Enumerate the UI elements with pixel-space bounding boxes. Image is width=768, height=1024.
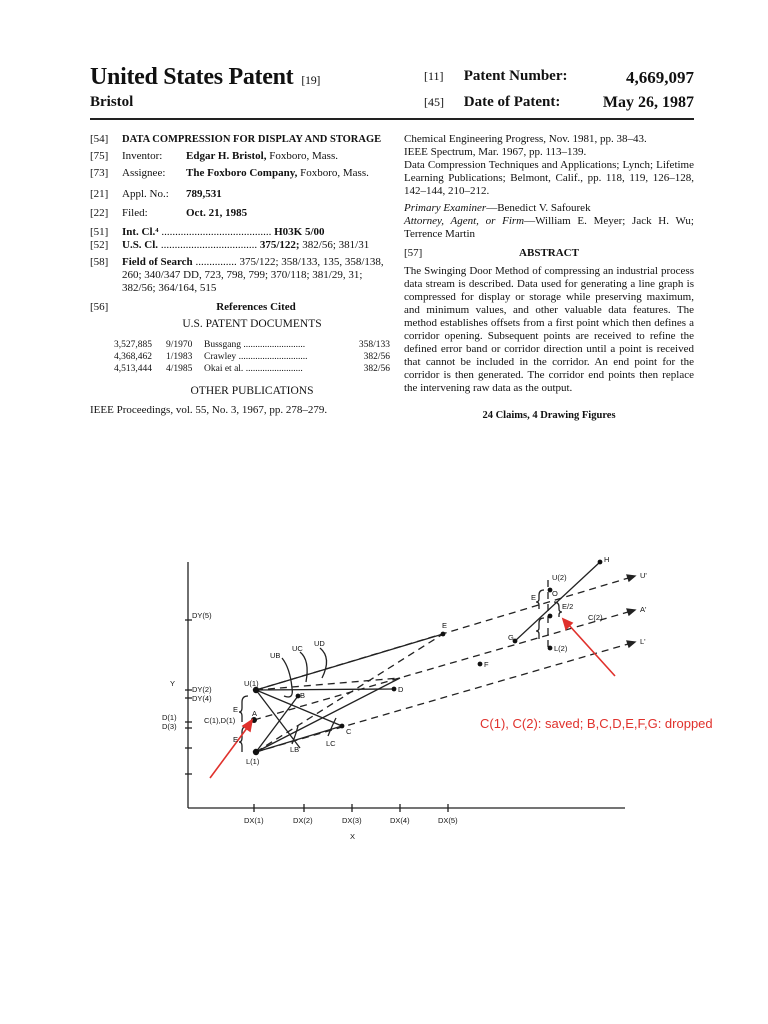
abstract-heading: ABSTRACT — [519, 247, 579, 259]
filed-date: Oct. 21, 1985 — [186, 207, 248, 219]
attorney-name: —William E. Meyer; Jack H. Wu; Terrence Martin — [404, 215, 694, 240]
patent-number: 4,669,097 — [626, 68, 694, 87]
int-cl: H03K 5/00 — [274, 226, 325, 238]
label-c: C — [346, 727, 352, 736]
references-list — [114, 339, 390, 375]
label-u2: U(2) — [552, 573, 567, 582]
inventor-surname: Bristol — [90, 94, 134, 110]
label-a-line: A' — [640, 605, 647, 614]
abstract-heading-row: [57] ABSTRACT — [404, 247, 694, 260]
label-ub: UB — [270, 651, 281, 660]
patent-number-label: Patent Number: — [463, 68, 568, 84]
label-u1: U(1) — [244, 679, 259, 688]
other-pubs-heading: OTHER PUBLICATIONS — [190, 385, 314, 397]
inventor-name: Edgar H. Bristol, — [186, 150, 267, 162]
field-21: [21] Appl. No.: 789,531 — [90, 188, 390, 201]
label-l2: L(2) — [554, 644, 568, 653]
label-e-brace: E — [233, 705, 239, 714]
y-tick-label: DY(4) — [192, 694, 212, 703]
x-tick-label: DX(1) — [244, 816, 264, 825]
y-tick-label: D(3) — [162, 722, 177, 731]
invention-title: DATA COMPRESSION FOR DISPLAY AND STORAGE — [122, 134, 382, 145]
patent-title: United States Patent [19] — [90, 64, 321, 90]
examiner-name: —Benedict V. Safourek — [486, 202, 591, 214]
pub-4: Data Compression Techniques and Applications; Lynch; Lifetime Learning Publications; Belmont, Calif., pp. 118, 119, 126–128, 142–144, 210–212. — [404, 159, 694, 197]
label-g: G — [508, 633, 514, 642]
us-cl: 375/122; — [259, 239, 300, 251]
label-u-line: U' — [640, 571, 647, 580]
other-pub-1: IEEE Proceedings, vol. 55, No. 3, 1967, pp. 278–279. — [90, 404, 328, 416]
reference-row: 3,527,885 9/1970 Bussgang .......................... 358/133 — [114, 340, 390, 350]
x-tick-label: DX(2) — [293, 816, 313, 825]
reference-row: 4,368,462 1/1983 Crawley ............................. 382/56 — [114, 352, 390, 362]
x-tick-label: DX(5) — [438, 816, 458, 825]
header-rule — [90, 118, 694, 120]
label-e-point: E — [442, 621, 448, 630]
label-ud: UD — [314, 639, 325, 648]
label-lb: LB — [290, 745, 300, 754]
field-of-search: 375/122; 358/133, 135, 358/138, 260; 340/347 DD, 723, 798, 799; 370/118; 381/29, 31; 382/56; 364/164, 515 — [122, 256, 384, 294]
examiner-label: Primary Examiner — [404, 202, 487, 214]
reference-row: 4,513,444 4/1985 Okai et al. ........................ 382/56 — [114, 364, 390, 374]
attorney-label: Attorney, Agent, or Firm — [404, 215, 525, 227]
x-axis-label: X — [350, 832, 356, 841]
references-cited-heading: References Cited — [216, 301, 296, 313]
abstract-text: The Swinging Door Method of compressing an industrial process data stream is described. Data used for generating a line graph is compressed for display or storage while preserving maximum, and minimum values, and other valuable data features. The method establishes offsets from a first point which then defines a corridor opening. Subsequent points are received to refine the defined error band or corridor direction until a point is received that cannot be included in the corridor. An end point for the corridor is then generated. The corridor end points then replace the intervening raw data as the output. — [404, 265, 694, 394]
field-54: [54] DATA COMPRESSION FOR DISPLAY AND STORAGE — [90, 133, 390, 146]
assignee-name: The Foxboro Company, — [186, 167, 298, 179]
label-f: F — [484, 660, 489, 669]
field-52: [52] U.S. Cl. ................................... 375/122; 382/56; 381/31 — [90, 239, 370, 251]
claims-count: 24 Claims, 4 Drawing Figures — [482, 410, 616, 421]
field-73: [73] Assignee: The Foxboro Company, Foxboro, Mass. — [90, 167, 369, 179]
appl-no: 789,531 — [186, 188, 222, 200]
title-code: [19] — [301, 73, 321, 87]
label-e-brace: E — [531, 593, 537, 602]
pub-2: Chemical Engineering Progress, Nov. 1981, pp. 38–43. — [404, 133, 647, 145]
swinging-door-figure — [162, 548, 670, 848]
right-column — [404, 133, 694, 422]
date-row — [424, 94, 694, 111]
y-tick-label: DY(5) — [192, 611, 212, 620]
patent-number-code: [11] — [424, 69, 444, 83]
label-d: D — [398, 685, 404, 694]
x-tick-label: DX(3) — [342, 816, 362, 825]
label-e-half: E/2 — [562, 602, 574, 611]
field-22: [22] Filed: Oct. 21, 1985 — [90, 207, 390, 220]
patent-date: May 26, 1987 — [602, 94, 694, 111]
date-label: Date of Patent: — [463, 94, 561, 110]
field-58: [58] Field of Search ............... 375/122; 358/133, 135, 358/138, 260; 340/347 DD, 723, 798, 799; 370/118; 381/29, 31; 382/56; 364/164, 515 — [90, 256, 384, 294]
label-c2: C(2) — [588, 613, 603, 622]
label-a: A — [252, 709, 258, 718]
label-b: B — [300, 691, 306, 700]
date-code: [45] — [424, 95, 444, 109]
label-l1: L(1) — [246, 757, 260, 766]
field-51: [51] Int. Cl.⁴ ........................................ H03K 5/00 — [90, 226, 325, 238]
red-annotation: C(1), C(2): saved; B,C,D,E,F,G: dropped — [480, 716, 713, 731]
label-h: H — [604, 555, 610, 564]
pub-3: IEEE Spectrum, Mar. 1967, pp. 113–139. — [404, 146, 587, 158]
label-o: O — [552, 589, 558, 598]
label-l-line: L' — [640, 637, 646, 646]
label-uc: UC — [292, 644, 303, 653]
x-tick-label: DX(4) — [390, 816, 410, 825]
label-e-brace: E — [233, 735, 239, 744]
y-tick-label: D(1) — [162, 713, 177, 722]
y-axis-label: Y — [170, 679, 176, 688]
field-75: [75] Inventor: Edgar H. Bristol, Foxboro, Mass. — [90, 150, 338, 162]
y-tick-label: DY(2) — [192, 685, 212, 694]
field-56: [56] References Cited — [90, 301, 390, 314]
us-docs-heading: U.S. PATENT DOCUMENTS — [182, 318, 322, 330]
patent-number-row — [424, 68, 694, 85]
label-lc: LC — [326, 739, 336, 748]
label-c1d1: C(1),D(1) — [204, 716, 236, 725]
left-column — [90, 133, 390, 417]
